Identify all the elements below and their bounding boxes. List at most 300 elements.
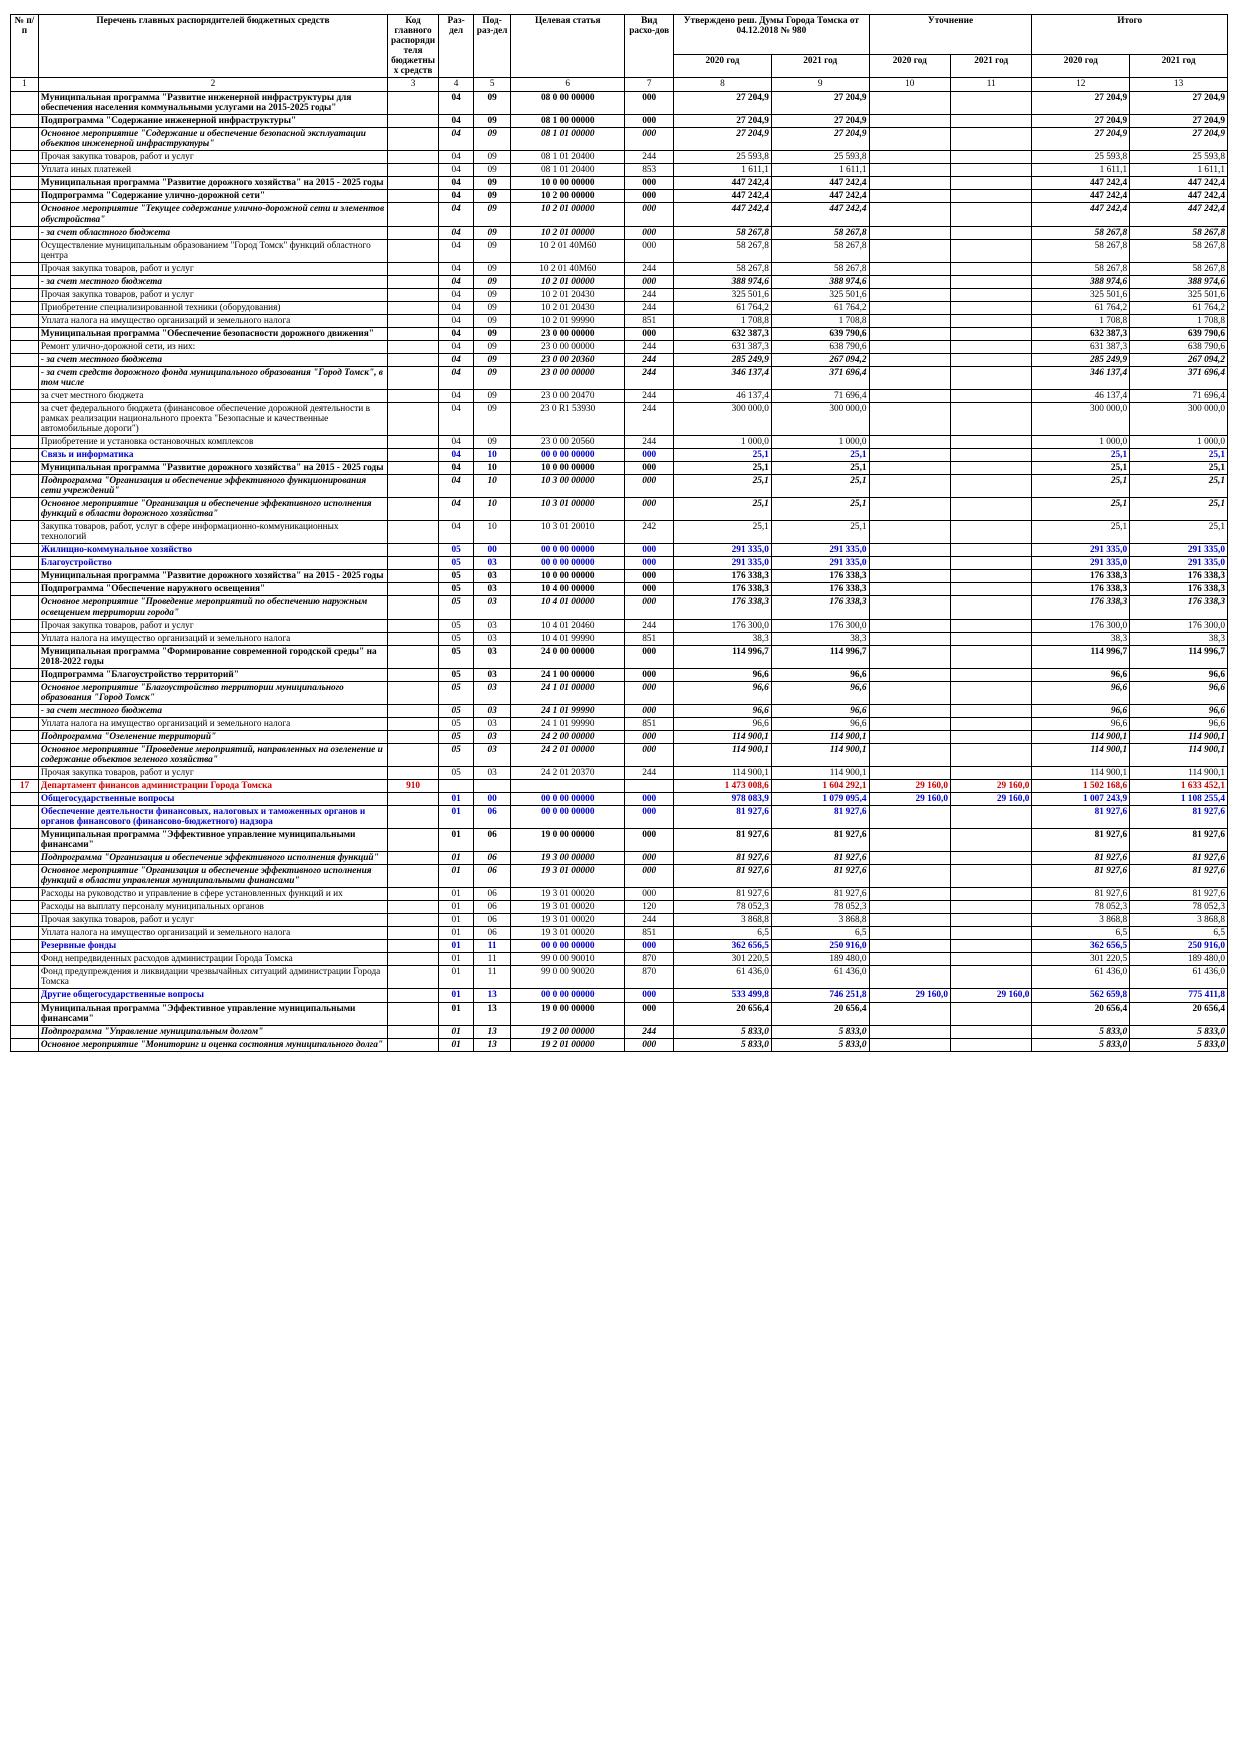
row-razdel: 04 [439, 239, 474, 262]
row-podrazdel: 03 [474, 570, 511, 583]
row-increase-2021 [951, 570, 1032, 583]
row-approved-2021: 1 611,1 [771, 164, 869, 177]
row-total-2021: 27 204,9 [1130, 128, 1228, 151]
row-increase-2020 [869, 239, 950, 262]
row-vid: 000 [625, 544, 674, 557]
row-vid: 244 [625, 366, 674, 389]
row-approved-2020: 447 242,4 [674, 177, 772, 190]
row-number [11, 164, 39, 177]
row-podrazdel: 09 [474, 327, 511, 340]
row-vid: 000 [625, 239, 674, 262]
row-increase-2020 [869, 901, 950, 914]
row-increase-2020 [869, 743, 950, 766]
row-approved-2021: 58 267,8 [771, 239, 869, 262]
row-vid: 000 [625, 806, 674, 829]
row-approved-2020: 25,1 [674, 462, 772, 475]
row-celevaya: 10 3 01 00000 [511, 498, 625, 521]
column-number: 6 [511, 78, 625, 92]
row-vid: 000 [625, 570, 674, 583]
row-celevaya: 23 0 00 00000 [511, 340, 625, 353]
row-increase-2021 [951, 314, 1032, 327]
row-approved-2021: 189 480,0 [771, 953, 869, 966]
row-code [387, 557, 438, 570]
row-increase-2021 [951, 730, 1032, 743]
row-increase-2020 [869, 164, 950, 177]
row-approved-2020: 96,6 [674, 668, 772, 681]
row-total-2021: 81 927,6 [1130, 852, 1228, 865]
row-podrazdel: 09 [474, 340, 511, 353]
row-name: Расходы на выплату персоналу муниципальных органов [38, 901, 387, 914]
row-increase-2020 [869, 177, 950, 190]
table-row [11, 596, 1228, 619]
row-approved-2020: 81 927,6 [674, 865, 772, 888]
row-razdel: 04 [439, 327, 474, 340]
row-total-2021: 81 927,6 [1130, 888, 1228, 901]
row-increase-2021 [951, 668, 1032, 681]
row-code [387, 92, 438, 115]
row-approved-2021: 25,1 [771, 521, 869, 544]
row-code [387, 314, 438, 327]
row-podrazdel: 09 [474, 164, 511, 177]
row-number [11, 730, 39, 743]
row-increase-2021 [951, 239, 1032, 262]
row-podrazdel: 03 [474, 717, 511, 730]
row-vid: 000 [625, 498, 674, 521]
row-approved-2021: 176 338,3 [771, 596, 869, 619]
row-total-2020: 632 387,3 [1032, 327, 1130, 340]
row-razdel: 05 [439, 557, 474, 570]
row-name: Фонд предупреждения и ликвидации чрезвычайных ситуаций администрации Города Томска [38, 966, 387, 989]
row-approved-2020: 27 204,9 [674, 92, 772, 115]
row-celevaya: 10 0 00 00000 [511, 570, 625, 583]
row-total-2020: 562 659,8 [1032, 989, 1130, 1002]
table-row [11, 521, 1228, 544]
row-total-2020: 61 436,0 [1032, 966, 1130, 989]
row-total-2020: 285 249,9 [1032, 353, 1130, 366]
row-name: Связь и информатика [38, 449, 387, 462]
row-total-2020: 176 338,3 [1032, 596, 1130, 619]
row-approved-2020: 58 267,8 [674, 226, 772, 239]
row-total-2020: 96,6 [1032, 681, 1130, 704]
row-code [387, 953, 438, 966]
row-name: Прочая закупка товаров, работ и услуг [38, 766, 387, 779]
column-number: 1 [11, 78, 39, 92]
row-total-2020: 1 007 243,9 [1032, 792, 1130, 805]
table-row [11, 544, 1228, 557]
row-number [11, 151, 39, 164]
header-celevaya: Целевая статья [511, 15, 625, 78]
row-increase-2020 [869, 340, 950, 353]
table-row [11, 92, 1228, 115]
row-celevaya: 23 0 R1 53930 [511, 402, 625, 435]
row-total-2021: 81 927,6 [1130, 865, 1228, 888]
row-approved-2020: 291 335,0 [674, 544, 772, 557]
header-num: № п/п [11, 15, 39, 78]
table-row [11, 340, 1228, 353]
row-razdel: 01 [439, 901, 474, 914]
row-total-2021: 447 242,4 [1130, 177, 1228, 190]
table-row [11, 1002, 1228, 1025]
row-increase-2021 [951, 557, 1032, 570]
row-vid: 000 [625, 92, 674, 115]
row-podrazdel: 03 [474, 766, 511, 779]
row-name: Прочая закупка товаров, работ и услуг [38, 151, 387, 164]
row-celevaya: 24 1 00 00000 [511, 668, 625, 681]
row-name: Обеспечение деятельности финансовых, налоговых и таможенных органов и органов финансового (финансово-бюджетного) надзора [38, 806, 387, 829]
row-vid: 000 [625, 203, 674, 226]
row-increase-2021 [951, 190, 1032, 203]
table-row [11, 275, 1228, 288]
row-code [387, 203, 438, 226]
row-razdel: 01 [439, 914, 474, 927]
row-total-2020: 46 137,4 [1032, 389, 1130, 402]
row-podrazdel: 00 [474, 544, 511, 557]
row-podrazdel: 09 [474, 177, 511, 190]
row-increase-2020 [869, 92, 950, 115]
row-approved-2021: 3 868,8 [771, 914, 869, 927]
row-total-2021: 20 656,4 [1130, 1002, 1228, 1025]
row-total-2020: 61 764,2 [1032, 301, 1130, 314]
row-vid: 244 [625, 436, 674, 449]
row-total-2020: 25 593,8 [1032, 151, 1130, 164]
row-increase-2020 [869, 327, 950, 340]
row-approved-2021: 25,1 [771, 498, 869, 521]
row-total-2020: 447 242,4 [1032, 190, 1130, 203]
row-vid: 851 [625, 632, 674, 645]
row-approved-2020: 632 387,3 [674, 327, 772, 340]
row-approved-2021: 300 000,0 [771, 402, 869, 435]
row-celevaya: 24 2 01 20370 [511, 766, 625, 779]
column-number: 2 [38, 78, 387, 92]
row-name: Муниципальная программа "Развитие инженерной инфраструктуры для обеспечения населения коммунальными услугами на 2015-2025 годы" [38, 92, 387, 115]
row-razdel: 05 [439, 645, 474, 668]
row-vid: 000 [625, 743, 674, 766]
row-increase-2020 [869, 865, 950, 888]
row-code [387, 288, 438, 301]
row-razdel: 04 [439, 190, 474, 203]
row-total-2021: 176 338,3 [1130, 583, 1228, 596]
row-podrazdel: 13 [474, 989, 511, 1002]
row-approved-2020: 1 611,1 [674, 164, 772, 177]
row-total-2020: 301 220,5 [1032, 953, 1130, 966]
row-vid: 000 [625, 475, 674, 498]
row-total-2020: 114 900,1 [1032, 743, 1130, 766]
row-vid: 870 [625, 953, 674, 966]
row-total-2020: 1 000,0 [1032, 436, 1130, 449]
table-row [11, 226, 1228, 239]
row-vid: 000 [625, 852, 674, 865]
row-total-2020: 1 611,1 [1032, 164, 1130, 177]
row-total-2020: 96,6 [1032, 704, 1130, 717]
row-podrazdel: 09 [474, 239, 511, 262]
row-celevaya: 24 1 01 99990 [511, 704, 625, 717]
row-total-2021: 291 335,0 [1130, 544, 1228, 557]
row-podrazdel: 09 [474, 288, 511, 301]
row-approved-2021: 25,1 [771, 449, 869, 462]
row-name: Осуществление муниципальным образованием "Город Томск" функций областного центра [38, 239, 387, 262]
table-row [11, 436, 1228, 449]
row-total-2021: 176 338,3 [1130, 570, 1228, 583]
table-row [11, 190, 1228, 203]
row-code [387, 852, 438, 865]
row-name: Подпрограмма "Обеспечение наружного освещения" [38, 583, 387, 596]
row-name: - за счет местного бюджета [38, 704, 387, 717]
row-increase-2020 [869, 203, 950, 226]
table-row [11, 888, 1228, 901]
table-row [11, 645, 1228, 668]
row-celevaya: 99 0 00 90010 [511, 953, 625, 966]
row-code [387, 366, 438, 389]
row-podrazdel: 09 [474, 128, 511, 151]
row-celevaya: 19 3 01 00000 [511, 865, 625, 888]
row-increase-2020 [869, 953, 950, 966]
row-number [11, 766, 39, 779]
row-total-2020: 176 338,3 [1032, 570, 1130, 583]
row-approved-2020: 81 927,6 [674, 829, 772, 852]
row-approved-2020: 346 137,4 [674, 366, 772, 389]
row-code [387, 475, 438, 498]
row-approved-2020: 300 000,0 [674, 402, 772, 435]
row-vid: 000 [625, 829, 674, 852]
row-name: - за счет областного бюджета [38, 226, 387, 239]
column-number: 11 [951, 78, 1032, 92]
table-body [11, 92, 1228, 1051]
row-vid: 000 [625, 704, 674, 717]
row-total-2021: 267 094,2 [1130, 353, 1228, 366]
table-row [11, 632, 1228, 645]
row-razdel: 04 [439, 449, 474, 462]
row-increase-2021 [951, 645, 1032, 668]
row-name: Основное мероприятие "Текущее содержание улично-дорожной сети и элементов обустройства" [38, 203, 387, 226]
row-vid: 244 [625, 288, 674, 301]
row-number [11, 914, 39, 927]
row-code [387, 239, 438, 262]
row-celevaya: 19 3 00 00000 [511, 852, 625, 865]
row-celevaya: 23 0 00 20470 [511, 389, 625, 402]
header-total-2020: 2020 год [1032, 55, 1130, 78]
row-number [11, 177, 39, 190]
row-name: Муниципальная программа "Развитие дорожного хозяйства" на 2015 - 2025 годы [38, 570, 387, 583]
row-increase-2021 [951, 177, 1032, 190]
row-increase-2020 [869, 475, 950, 498]
row-approved-2020: 5 833,0 [674, 1038, 772, 1051]
row-name: Жилищно-коммунальное хозяйство [38, 544, 387, 557]
column-number: 12 [1032, 78, 1130, 92]
row-name: Муниципальная программа "Развитие дорожного хозяйства" на 2015 - 2025 годы [38, 462, 387, 475]
row-razdel: 01 [439, 927, 474, 940]
row-total-2020: 3 868,8 [1032, 914, 1130, 927]
row-razdel: 05 [439, 619, 474, 632]
row-podrazdel: 06 [474, 806, 511, 829]
row-increase-2021 [951, 806, 1032, 829]
row-number [11, 239, 39, 262]
column-number: 5 [474, 78, 511, 92]
row-razdel: 05 [439, 668, 474, 681]
row-increase-2021 [951, 619, 1032, 632]
row-podrazdel: 11 [474, 940, 511, 953]
row-vid: 244 [625, 1025, 674, 1038]
row-number [11, 314, 39, 327]
row-name: Основное мероприятие "Организация и обеспечение эффективного исполнения функций в области управления муниципальными финансами" [38, 865, 387, 888]
row-increase-2021 [951, 301, 1032, 314]
row-approved-2020: 25,1 [674, 475, 772, 498]
header-razdel: Раз-дел [439, 15, 474, 78]
row-podrazdel: 03 [474, 681, 511, 704]
row-increase-2021 [951, 449, 1032, 462]
row-code [387, 353, 438, 366]
row-increase-2021 [951, 521, 1032, 544]
row-number [11, 226, 39, 239]
row-approved-2021: 96,6 [771, 717, 869, 730]
row-vid: 000 [625, 888, 674, 901]
row-approved-2021: 638 790,6 [771, 340, 869, 353]
row-number [11, 888, 39, 901]
row-increase-2021 [951, 353, 1032, 366]
row-increase-2020 [869, 927, 950, 940]
row-total-2020: 96,6 [1032, 717, 1130, 730]
row-total-2020: 631 387,3 [1032, 340, 1130, 353]
row-total-2020: 176 300,0 [1032, 619, 1130, 632]
row-number [11, 203, 39, 226]
row-razdel: 05 [439, 681, 474, 704]
row-approved-2020: 1 000,0 [674, 436, 772, 449]
row-approved-2020: 58 267,8 [674, 239, 772, 262]
row-code [387, 389, 438, 402]
row-approved-2020: 631 387,3 [674, 340, 772, 353]
row-total-2020: 78 052,3 [1032, 901, 1130, 914]
row-approved-2020: 25,1 [674, 498, 772, 521]
row-approved-2021: 20 656,4 [771, 1002, 869, 1025]
row-name: Другие общегосударственные вопросы [38, 989, 387, 1002]
row-celevaya: 24 2 01 00000 [511, 743, 625, 766]
row-razdel: 05 [439, 583, 474, 596]
row-vid: 851 [625, 927, 674, 940]
row-increase-2020 [869, 151, 950, 164]
row-number [11, 570, 39, 583]
row-increase-2021: 29 160,0 [951, 989, 1032, 1002]
row-code [387, 151, 438, 164]
row-approved-2021: 114 900,1 [771, 743, 869, 766]
row-approved-2020: 61 764,2 [674, 301, 772, 314]
row-approved-2021: 81 927,6 [771, 806, 869, 829]
row-approved-2021: 61 436,0 [771, 966, 869, 989]
row-approved-2020: 176 338,3 [674, 570, 772, 583]
row-name: Закупка товаров, работ, услуг в сфере информационно-коммуникационных технологий [38, 521, 387, 544]
row-podrazdel: 06 [474, 865, 511, 888]
row-vid: 000 [625, 557, 674, 570]
row-increase-2020 [869, 262, 950, 275]
row-increase-2020 [869, 681, 950, 704]
table-row [11, 570, 1228, 583]
table-row [11, 203, 1228, 226]
row-increase-2020 [869, 128, 950, 151]
row-razdel: 05 [439, 704, 474, 717]
row-total-2020: 5 833,0 [1032, 1025, 1130, 1038]
row-total-2021: 61 764,2 [1130, 301, 1228, 314]
row-number [11, 288, 39, 301]
row-celevaya: 19 2 00 00000 [511, 1025, 625, 1038]
row-increase-2021 [951, 164, 1032, 177]
row-celevaya: 10 2 01 20430 [511, 288, 625, 301]
row-podrazdel: 06 [474, 914, 511, 927]
row-increase-2020 [869, 888, 950, 901]
row-name: Основное мероприятие "Проведение мероприятий, направленных на озеленение и содержание объектов зеленого хозяйства" [38, 743, 387, 766]
row-increase-2021 [951, 151, 1032, 164]
row-podrazdel: 03 [474, 596, 511, 619]
row-increase-2020 [869, 353, 950, 366]
row-vid: 000 [625, 730, 674, 743]
row-vid: 851 [625, 314, 674, 327]
row-podrazdel: 03 [474, 668, 511, 681]
row-increase-2021 [951, 829, 1032, 852]
row-total-2020: 25,1 [1032, 521, 1130, 544]
row-increase-2021 [951, 953, 1032, 966]
row-approved-2021: 81 927,6 [771, 852, 869, 865]
row-number [11, 596, 39, 619]
row-code [387, 668, 438, 681]
row-razdel: 04 [439, 151, 474, 164]
table-row [11, 829, 1228, 852]
row-vid: 120 [625, 901, 674, 914]
table-row [11, 704, 1228, 717]
row-total-2021: 25,1 [1130, 498, 1228, 521]
row-increase-2021 [951, 704, 1032, 717]
row-vid: 000 [625, 177, 674, 190]
row-vid: 851 [625, 717, 674, 730]
row-number [11, 852, 39, 865]
row-total-2020: 362 656,5 [1032, 940, 1130, 953]
table-row [11, 327, 1228, 340]
table-row [11, 314, 1228, 327]
table-row [11, 151, 1228, 164]
row-approved-2021: 61 764,2 [771, 301, 869, 314]
row-approved-2021: 81 927,6 [771, 888, 869, 901]
row-total-2021: 638 790,6 [1130, 340, 1228, 353]
table-row [11, 1038, 1228, 1051]
row-total-2021: 1 633 452,1 [1130, 779, 1228, 792]
row-name: Муниципальная программа "Эффективное управление муниципальными финансами" [38, 829, 387, 852]
row-increase-2021 [951, 462, 1032, 475]
row-vid: 000 [625, 668, 674, 681]
row-number [11, 544, 39, 557]
row-number [11, 275, 39, 288]
row-total-2021: 1 611,1 [1130, 164, 1228, 177]
header-approved-2020: 2020 год [674, 55, 772, 78]
row-razdel: 05 [439, 544, 474, 557]
row-increase-2020 [869, 436, 950, 449]
row-approved-2021: 38,3 [771, 632, 869, 645]
row-approved-2020: 58 267,8 [674, 262, 772, 275]
row-podrazdel: 00 [474, 792, 511, 805]
row-increase-2020 [869, 366, 950, 389]
row-number [11, 262, 39, 275]
row-total-2020: 114 900,1 [1032, 766, 1130, 779]
row-increase-2020 [869, 645, 950, 668]
row-approved-2021: 291 335,0 [771, 557, 869, 570]
header-total: Итого [1032, 15, 1228, 55]
row-razdel: 04 [439, 128, 474, 151]
row-code [387, 914, 438, 927]
row-total-2020: 81 927,6 [1032, 806, 1130, 829]
row-code [387, 966, 438, 989]
row-number [11, 989, 39, 1002]
row-total-2020: 81 927,6 [1032, 888, 1130, 901]
row-approved-2021: 1 000,0 [771, 436, 869, 449]
row-podrazdel: 09 [474, 353, 511, 366]
row-increase-2021 [951, 596, 1032, 619]
row-celevaya: 19 3 01 00020 [511, 888, 625, 901]
row-total-2020: 176 338,3 [1032, 583, 1130, 596]
